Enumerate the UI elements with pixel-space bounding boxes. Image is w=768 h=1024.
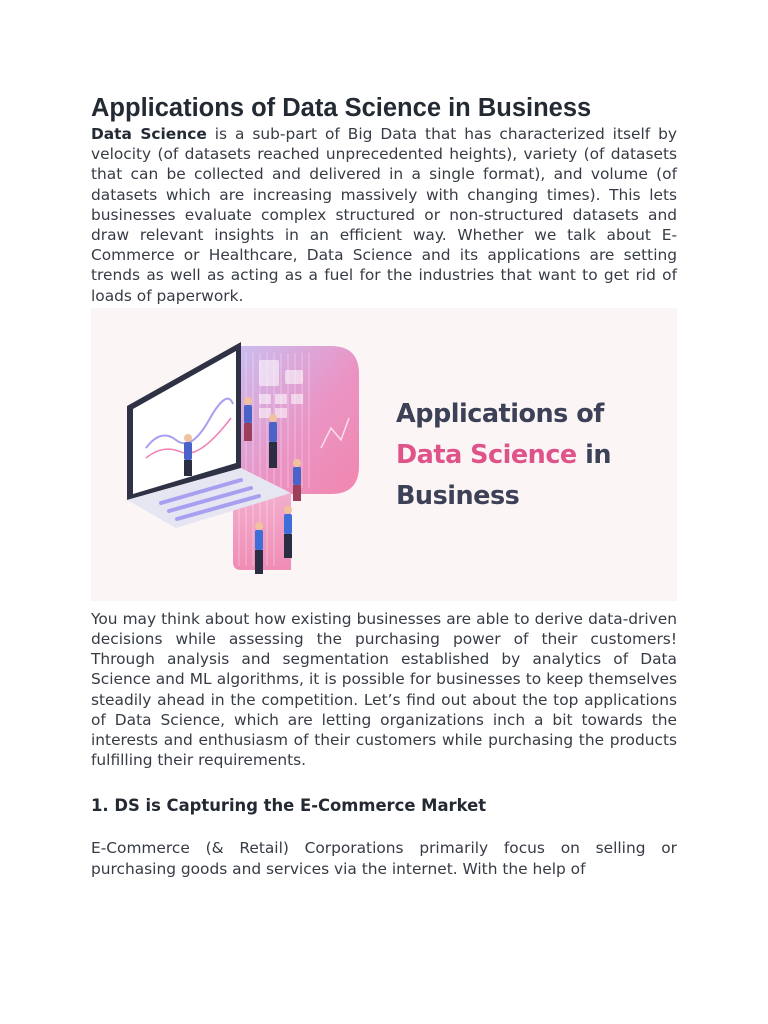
hero-line-2 bbox=[396, 435, 611, 476]
hero-line-1: Applications of bbox=[396, 398, 604, 429]
hero-line-2-rest: in bbox=[576, 439, 612, 470]
hero-line-3: Business bbox=[396, 480, 520, 511]
hero-banner-image bbox=[91, 308, 677, 601]
hero-highlight: Data Science bbox=[396, 439, 577, 470]
body-paragraph: You may think about how existing businesses are able to derive data-driven decisions while assessing the purchasing power of their customers! Through analysis and segmentation established by analytics of Data Science and ML algorithms, it is possible for businesses to keep themselves steadily ahead in the competition. Let’s find out about the top applications of Data Science, which are letting organizations inch a bit towards the interests and enthusiasm of their customers while purchasing the products fulfilling their requirements. bbox=[91, 609, 677, 770]
intro-lead: Data Science bbox=[91, 125, 207, 143]
intro-paragraph bbox=[91, 124, 677, 306]
section-paragraph: E-Commerce (& Retail) Corporations primarily focus on selling or purchasing goods and services via the internet. With the help of bbox=[91, 839, 677, 878]
article bbox=[91, 93, 677, 879]
page-title: Applications of Data Science in Business bbox=[91, 94, 592, 122]
intro-text: is a sub-part of Big Data that has characterized itself by velocity (of datasets reached unprecedented heights), variety (of datasets that can be collected and delivered in a single format), and volume (of datasets which are increasing massively with changing times). This lets businesses evaluate complex structured or non-structured datasets and draw relevant insights in an efficient way. Whether we talk about E-Commerce or Healthcare, Data Science and its applications are setting trends as well as acting as a fuel for the industries that want to get rid of loads of paperwork. bbox=[91, 125, 678, 305]
section-heading: 1. DS is Capturing the E-Commerce Market bbox=[91, 796, 487, 816]
hero-caption bbox=[396, 394, 611, 517]
